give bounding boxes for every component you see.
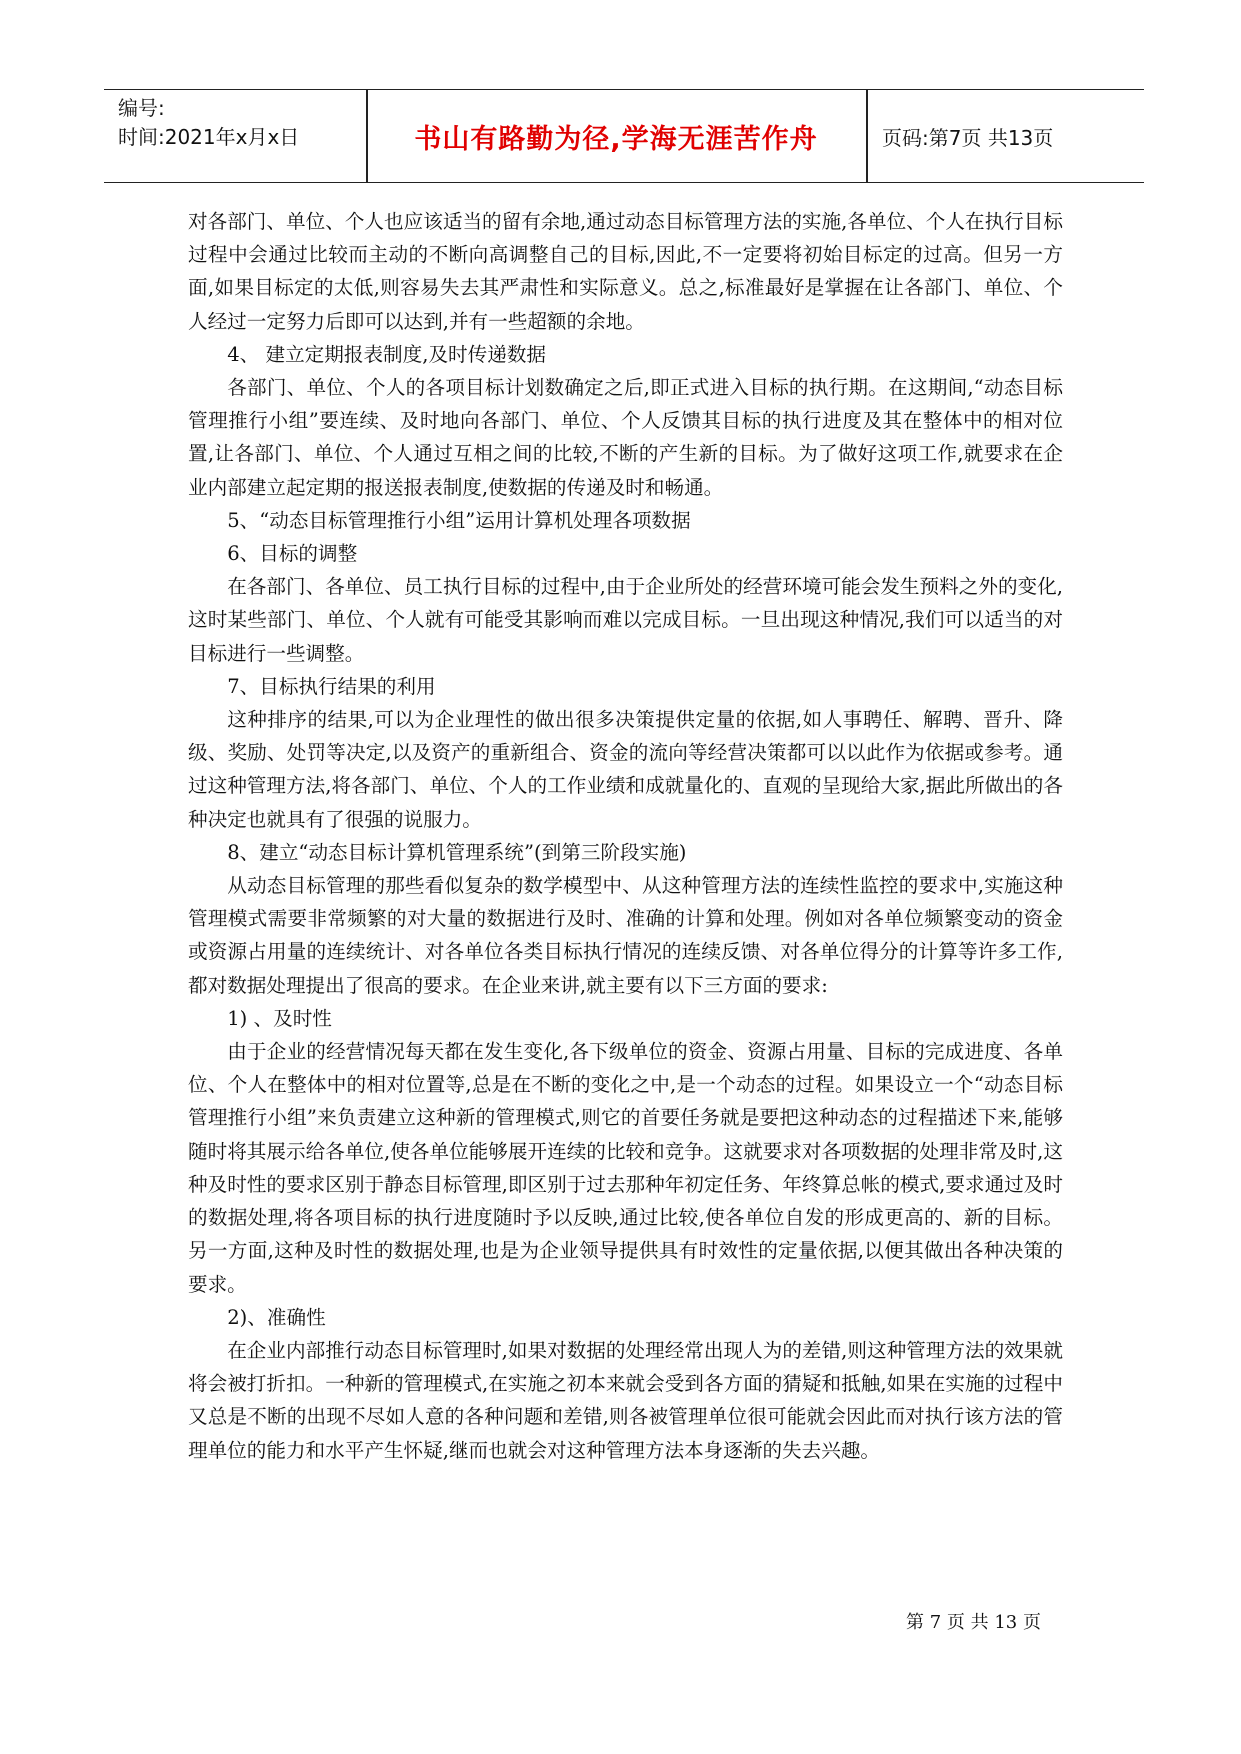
paragraph: 由于企业的经营情况每天都在发生变化,各下级单位的资金、资源占用量、目标的完成进度、各单位、个人在整体中的相对位置等,总是在不断的变化之中,是一个动态的过程。如果设立一个“动态目标管理推行小组”来负责建立这种新的管理模式,则它的首要任务就是要把这种动态的过程描述下来,能够随时将其展示给各单位,使各单位能够展开连续的比较和竞争。这就要求对各项数据的处理非常及时,这种及时性的要求区别于静态目标管理,即区别于过去那种年初定任务、年终算总帐的模式,要求通过及时的数据处理,将各项目标的执行进度随时予以反映,通过比较,使各单位自发的形成更高的、新的目标。另一方面,这种及时性的数据处理,也是为企业领导提供具有时效性的定量依据,以便其做出各种决策的要求。 xyxy=(188,1040,1063,1296)
page-footer: 第 7 页 共 13 页 xyxy=(906,1612,1041,1633)
paragraph: 对各部门、单位、个人也应该适当的留有余地,通过动态目标管理方法的实施,各单位、个人在执行目标过程中会通过比较而主动的不断向高调整自己的目标,因此,不一定要将初始目标定的过高。但另一方面,如果目标定的太低,则容易失去其严肃性和实际意义。总之,标准最好是掌握在让各部门、单位、个人经过一定努力后即可以达到,并有一些超额的余地。 xyxy=(188,210,1063,333)
header-motto: 书山有路勤为径,学海无涯苦作舟 xyxy=(414,123,818,155)
paragraph: 6、目标的调整 xyxy=(227,542,358,566)
paragraph: 在企业内部推行动态目标管理时,如果对数据的处理经常出现人为的差错,则这种管理方法的效果就将会被打折扣。一种新的管理模式,在实施之初本来就会受到各方面的猜疑和抵触,如果在实施的过程中又总是不断的出现不尽如人意的各种问题和差错,则各被管理单位很可能就会因此而对执行该方法的管理单位的能力和水平产生怀疑,继而也就会对这种管理方法本身逐渐的失去兴趣。 xyxy=(188,1338,1063,1462)
header-meta xyxy=(118,94,358,152)
paragraph: 1) 、及时性 xyxy=(227,1006,332,1030)
paragraph: 2)、准确性 xyxy=(227,1305,326,1329)
paragraph: 8、建立“动态目标计算机管理系统”(到第三阶段实施) xyxy=(227,840,687,864)
document-time-label: 时间:2021年x月x日 xyxy=(118,125,300,149)
paragraph: 各部门、单位、个人的各项目标计划数确定之后,即正式进入目标的执行期。在这期间,“动态目标管理推行小组”要连续、及时地向各部门、单位、个人反馈其目标的执行进度及其在整体中的相对位置,让各部门、单位、个人通过互相之间的比较,不断的产生新的目标。为了做好这项工作,就要求在企业内部建立起定期的报送报表制度,使数据的传递及时和畅通。 xyxy=(188,376,1063,499)
header-divider-right xyxy=(866,90,868,182)
paragraph: 从动态目标管理的那些看似复杂的数学模型中、从这种管理方法的连续性监控的要求中,实施这种管理模式需要非常频繁的对大量的数据进行及时、准确的计算和处理。例如对各单位频繁变动的资金或资源占用量的连续统计、对各单位各类目标执行情况的连续反馈、对各单位得分的计算等许多工作,都对数据处理提出了很高的要求。在企业来讲,就主要有以下三方面的要求: xyxy=(188,874,1063,997)
page-header xyxy=(104,89,1144,183)
paragraph: 4、 建立定期报表制度,及时传递数据 xyxy=(227,342,547,366)
document-body xyxy=(188,205,1063,1467)
header-divider-left xyxy=(366,90,368,182)
paragraph: 在各部门、各单位、员工执行目标的过程中,由于企业所处的经营环境可能会发生预料之外的变化,这时某些部门、单位、个人就有可能受其影响而难以完成目标。一旦出现这种情况,我们可以适当的对目标进行一些调整。 xyxy=(188,575,1063,665)
paragraph: 这种排序的结果,可以为企业理性的做出很多决策提供定量的依据,如人事聘任、解聘、晋升、降级、奖励、处罚等决定,以及资产的重新组合、资金的流向等经营决策都可以以此作为依据或参考。通过这种管理方法,将各部门、单位、个人的工作业绩和成就量化的、直观的呈现给大家,据此所做出的各种决定也就具有了很强的说服力。 xyxy=(188,708,1063,831)
paragraph: 5、“动态目标管理推行小组”运用计算机处理各项数据 xyxy=(227,508,691,532)
header-page-info: 页码:第7页 共13页 xyxy=(882,125,1054,150)
paragraph: 7、目标执行结果的利用 xyxy=(227,674,436,698)
document-number-label: 编号: xyxy=(118,96,165,120)
